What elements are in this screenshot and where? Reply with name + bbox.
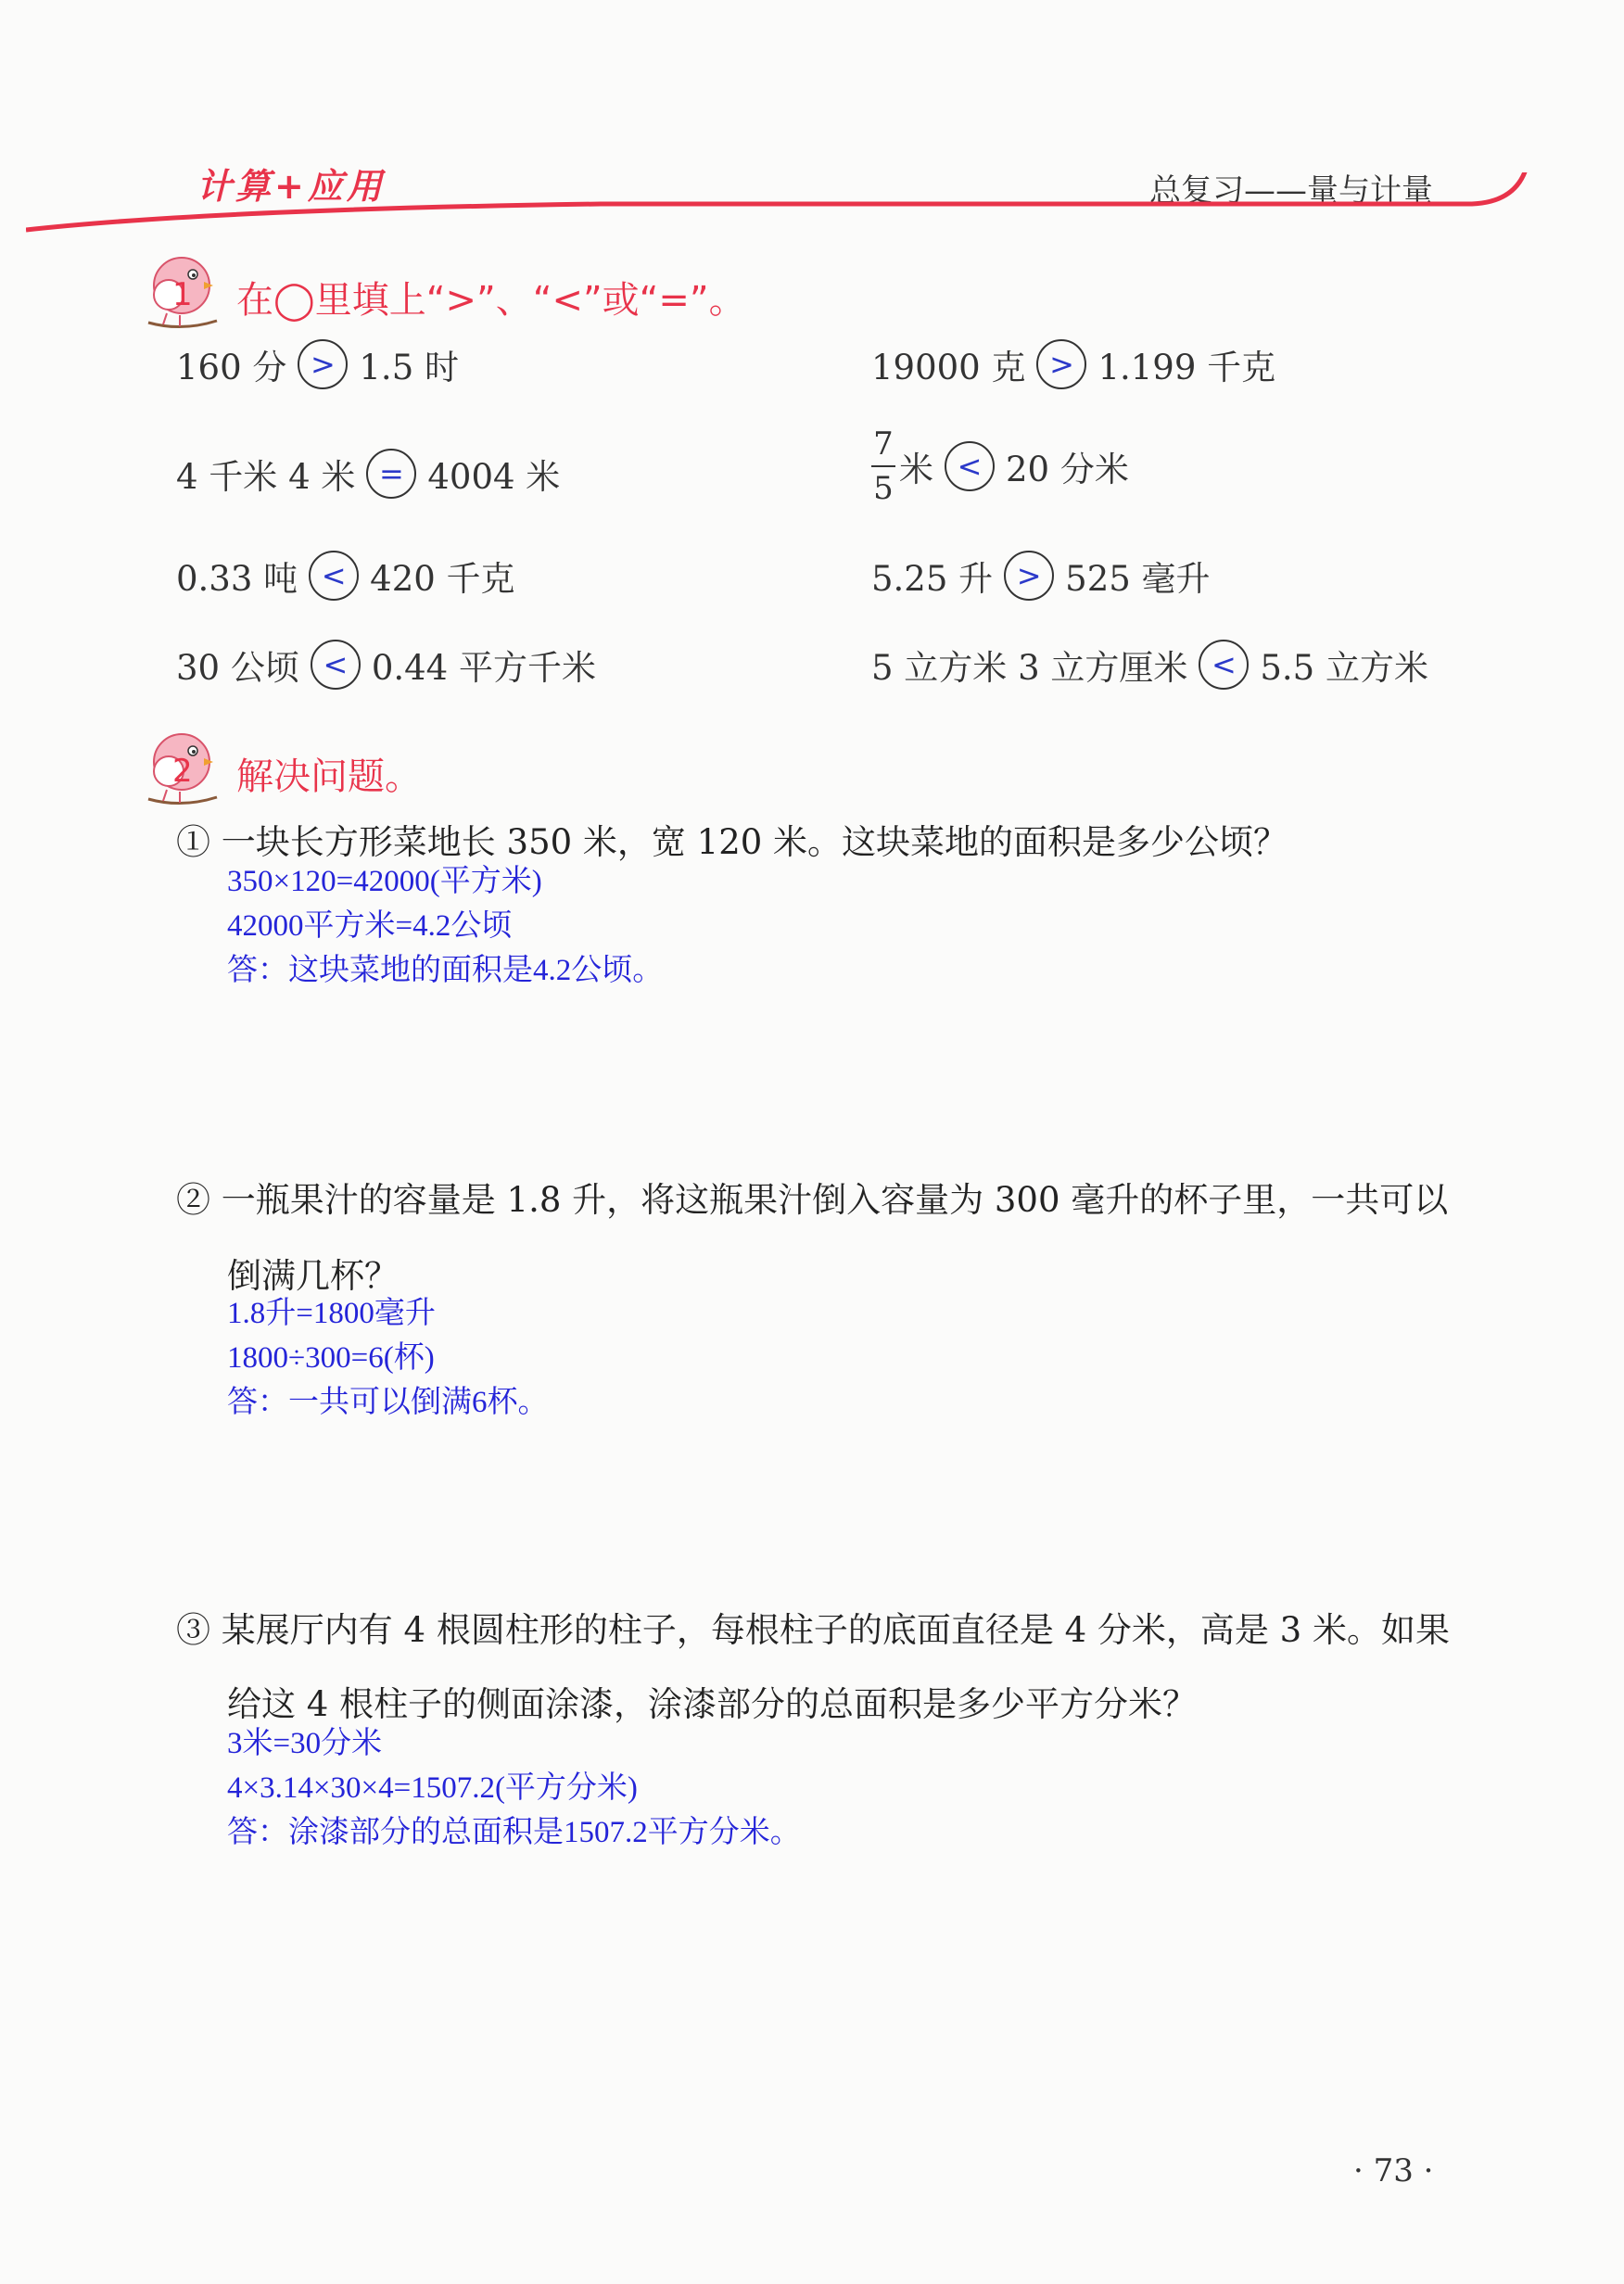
answer-line: 1.8升=1800毫升: [227, 1297, 436, 1330]
question-text: 某展厅内有 4 根圆柱形的柱子，每根柱子的底面直径是 4 分米，高是 3 米。如果: [221, 1610, 1450, 1650]
answer-line: 3米=30分米: [227, 1727, 383, 1760]
compare-item: [176, 551, 515, 601]
compare-item: [871, 339, 1275, 389]
answer-line: 答：这块菜地的面积是4.2公顷。: [227, 954, 664, 987]
compare-item: [176, 640, 596, 690]
answer-line: 1800÷300=6(杯): [227, 1341, 435, 1375]
section-number: 1: [172, 276, 193, 313]
question-text: 一瓶果汁的容量是 1.8 升，将这瓶果汁倒入容量为 300 毫升的杯子里，一共可以: [221, 1180, 1449, 1220]
header-category: 计算+应用: [197, 166, 386, 207]
fraction-numerator: 7: [873, 425, 894, 463]
section-title: 在◯里填上“>”、“<”或“=”。: [236, 279, 746, 322]
compare-right: 20 分米: [1006, 450, 1129, 489]
compare-left: 米: [899, 450, 933, 489]
compare-left: 5 立方米 3 立方厘米: [871, 648, 1188, 688]
answer-line: 答：涂漆部分的总面积是1507.2平方分米。: [227, 1816, 801, 1849]
compare-left: 19000 克: [871, 348, 1026, 387]
compare-answer-circle: >: [1004, 551, 1054, 601]
compare-right: 1.5 时: [359, 348, 459, 387]
compare-right: 0.44 平方千米: [371, 648, 596, 688]
answer-line: 42000平方米=4.2公顷: [227, 909, 513, 943]
answer-line: 350×120=42000(平方米): [227, 865, 542, 898]
compare-left: 160 分: [176, 348, 287, 387]
compare-item: [871, 425, 1129, 507]
question-text: 一块长方形菜地长 350 米，宽 120 米。这块菜地的面积是多少公顷？: [221, 822, 1288, 862]
question: [176, 1172, 1448, 1222]
question-marker: ①: [176, 822, 210, 862]
fraction-denominator: 5: [873, 470, 894, 507]
compare-left: 30 公顷: [176, 648, 299, 688]
section-number: 2: [172, 753, 193, 790]
compare-answer-circle: <: [945, 441, 995, 491]
section-title: 解决问题。: [236, 755, 422, 798]
compare-answer-circle: <: [1199, 640, 1249, 690]
header-chapter: 总复习——量与计量: [1149, 172, 1433, 209]
compare-right: 1.199 千克: [1097, 348, 1276, 387]
compare-item: [871, 640, 1428, 690]
compare-right: 420 千克: [370, 559, 515, 599]
answer-line: 答：一共可以倒满6杯。: [227, 1386, 549, 1419]
compare-left: 5.25 升: [871, 559, 994, 599]
compare-right: 5.5 立方米: [1260, 648, 1428, 688]
question: [176, 1602, 1450, 1652]
question-marker: ③: [176, 1610, 210, 1650]
compare-answer-circle: <: [311, 640, 361, 690]
compare-answer-circle: <: [309, 551, 359, 601]
fraction: [871, 425, 895, 507]
compare-left: 0.33 吨: [176, 559, 298, 599]
compare-item: [176, 449, 560, 499]
compare-left: 4 千米 4 米: [176, 457, 356, 497]
compare-right: 4004 米: [427, 457, 561, 497]
compare-item: [871, 551, 1211, 601]
compare-item: [176, 339, 459, 389]
compare-right: 525 毫升: [1065, 559, 1211, 599]
header-divider: [26, 172, 1546, 237]
compare-answer-circle: =: [366, 449, 416, 499]
compare-answer-circle: >: [1036, 339, 1086, 389]
question-text: 给这 4 根柱子的侧面涂漆，涂漆部分的总面积是多少平方分米？: [227, 1684, 1198, 1724]
answer-line: 4×3.14×30×4=1507.2(平方分米): [227, 1771, 638, 1805]
question-text: 倒满几杯？: [227, 1256, 399, 1296]
page-number: · 73 ·: [1353, 2152, 1434, 2189]
compare-answer-circle: >: [298, 339, 348, 389]
question-marker: ②: [176, 1180, 210, 1220]
